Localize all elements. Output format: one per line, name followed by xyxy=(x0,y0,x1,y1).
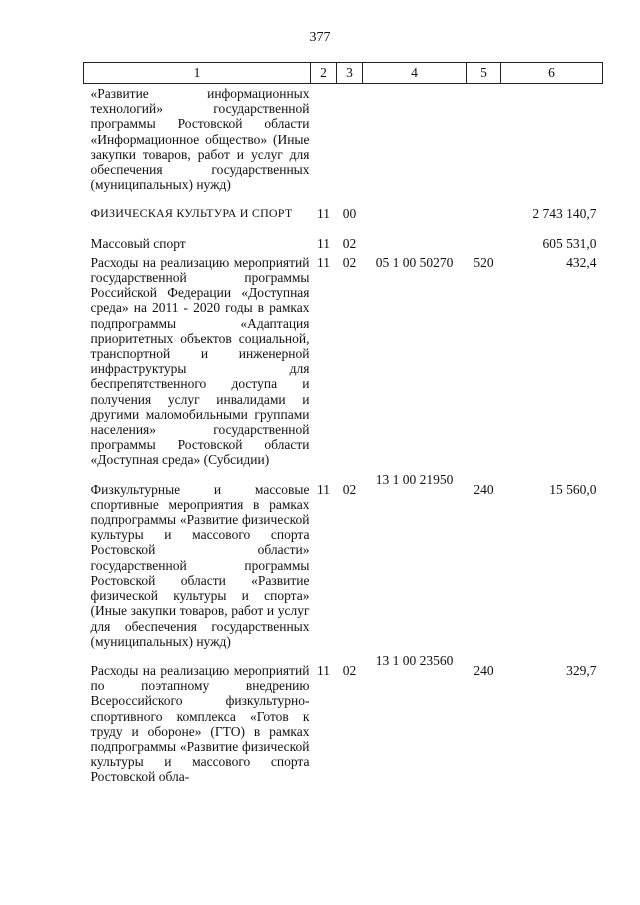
row-target-article: 05 1 00 50270 xyxy=(375,254,454,270)
row-amount xyxy=(501,84,603,197)
column-header-5: 5 xyxy=(467,63,501,84)
column-header-6: 6 xyxy=(501,63,603,84)
row-expense-type: 240 xyxy=(473,662,494,678)
row-amount: 2 743 140,7 xyxy=(532,206,597,222)
row-expense-type xyxy=(467,84,501,197)
row-expense-type: 520 xyxy=(473,254,494,270)
column-header-2: 2 xyxy=(311,63,337,84)
row-amount: 605 531,0 xyxy=(542,235,597,251)
row-section-code: 11 xyxy=(317,206,330,222)
row-subsection-code: 02 xyxy=(342,235,357,251)
row-target-article: 13 1 00 23560 xyxy=(375,652,454,668)
row-section-code: 11 xyxy=(317,662,330,678)
row-expense-type xyxy=(467,226,501,255)
table-row xyxy=(84,472,603,653)
row-subsection-code: 02 xyxy=(342,662,357,678)
column-header-3: 3 xyxy=(337,63,363,84)
row-description: Расходы на реализацию мероприятий государственной программы Российской Федерации «Доступная среда» на 2011 - 2020 годы в рамках подпрограммы «Адаптация приоритетных объектов социальной, транспортной и инженерной инфраструктуры для беспрепятственного доступа и получения услуг инвалидами и другими маломобильными группами населения» государственной программы Ростовской области «Доступная среда» (Субсидии) xyxy=(90,254,310,468)
column-header-4: 4 xyxy=(363,63,467,84)
row-target-article xyxy=(363,196,467,225)
row-subsection-code: 02 xyxy=(342,254,357,270)
row-subsection-code: 02 xyxy=(342,481,357,497)
row-target-article: 13 1 00 21950 xyxy=(375,471,454,487)
table-row xyxy=(84,196,603,225)
row-expense-type: 240 xyxy=(473,481,494,497)
row-subsection-code xyxy=(337,84,363,197)
column-header-1: 1 xyxy=(84,63,311,84)
budget-table xyxy=(83,62,603,789)
row-target-article xyxy=(363,84,467,197)
row-section-code: 11 xyxy=(317,481,330,497)
row-description: Физкультурные и массовые спортивные мероприятия в рамках подпрограммы «Развитие физической культуры и массового спорта Ростовской области» государственной программы Ростовской области «Развитие физической культуры и спорта» (Иные закупки товаров, работ и услуг для обеспечения государственных (муниципальных) нужд) xyxy=(90,481,310,649)
row-amount: 432,4 xyxy=(566,254,597,270)
row-target-article xyxy=(363,226,467,255)
table-row xyxy=(84,226,603,255)
row-expense-type xyxy=(467,196,501,225)
row-amount: 15 560,0 xyxy=(549,481,597,497)
row-amount: 329,7 xyxy=(566,662,597,678)
row-subsection-code: 00 xyxy=(342,206,357,222)
row-description: ФИЗИЧЕСКАЯ КУЛЬТУРА И СПОРТ xyxy=(90,206,293,221)
table-row xyxy=(84,653,603,789)
row-section-code: 11 xyxy=(317,254,330,270)
row-section-code: 11 xyxy=(317,235,330,251)
row-description: Расходы на реализацию мероприятий по поэтапному внедрению Всероссийского физкультурно-спортивного комплекса «Готов к труду и обороне» (ГТО) в рамках подпрограммы «Развитие физической культуры и массового спорта Ростовской обла- xyxy=(90,662,310,785)
table-row xyxy=(84,255,603,472)
row-description: Массовый спорт xyxy=(90,235,186,251)
row-description: «Развитие информационных технологий» государственной программы Ростовской области «Информационное общество» (Иные закупки товаров, работ и услуг для обеспечения государственных (муниципальных) нужд) xyxy=(90,86,310,193)
column-number-header-row xyxy=(84,63,603,84)
row-section-code xyxy=(311,84,337,197)
page-number: 377 xyxy=(309,30,331,45)
table-row xyxy=(84,84,603,197)
